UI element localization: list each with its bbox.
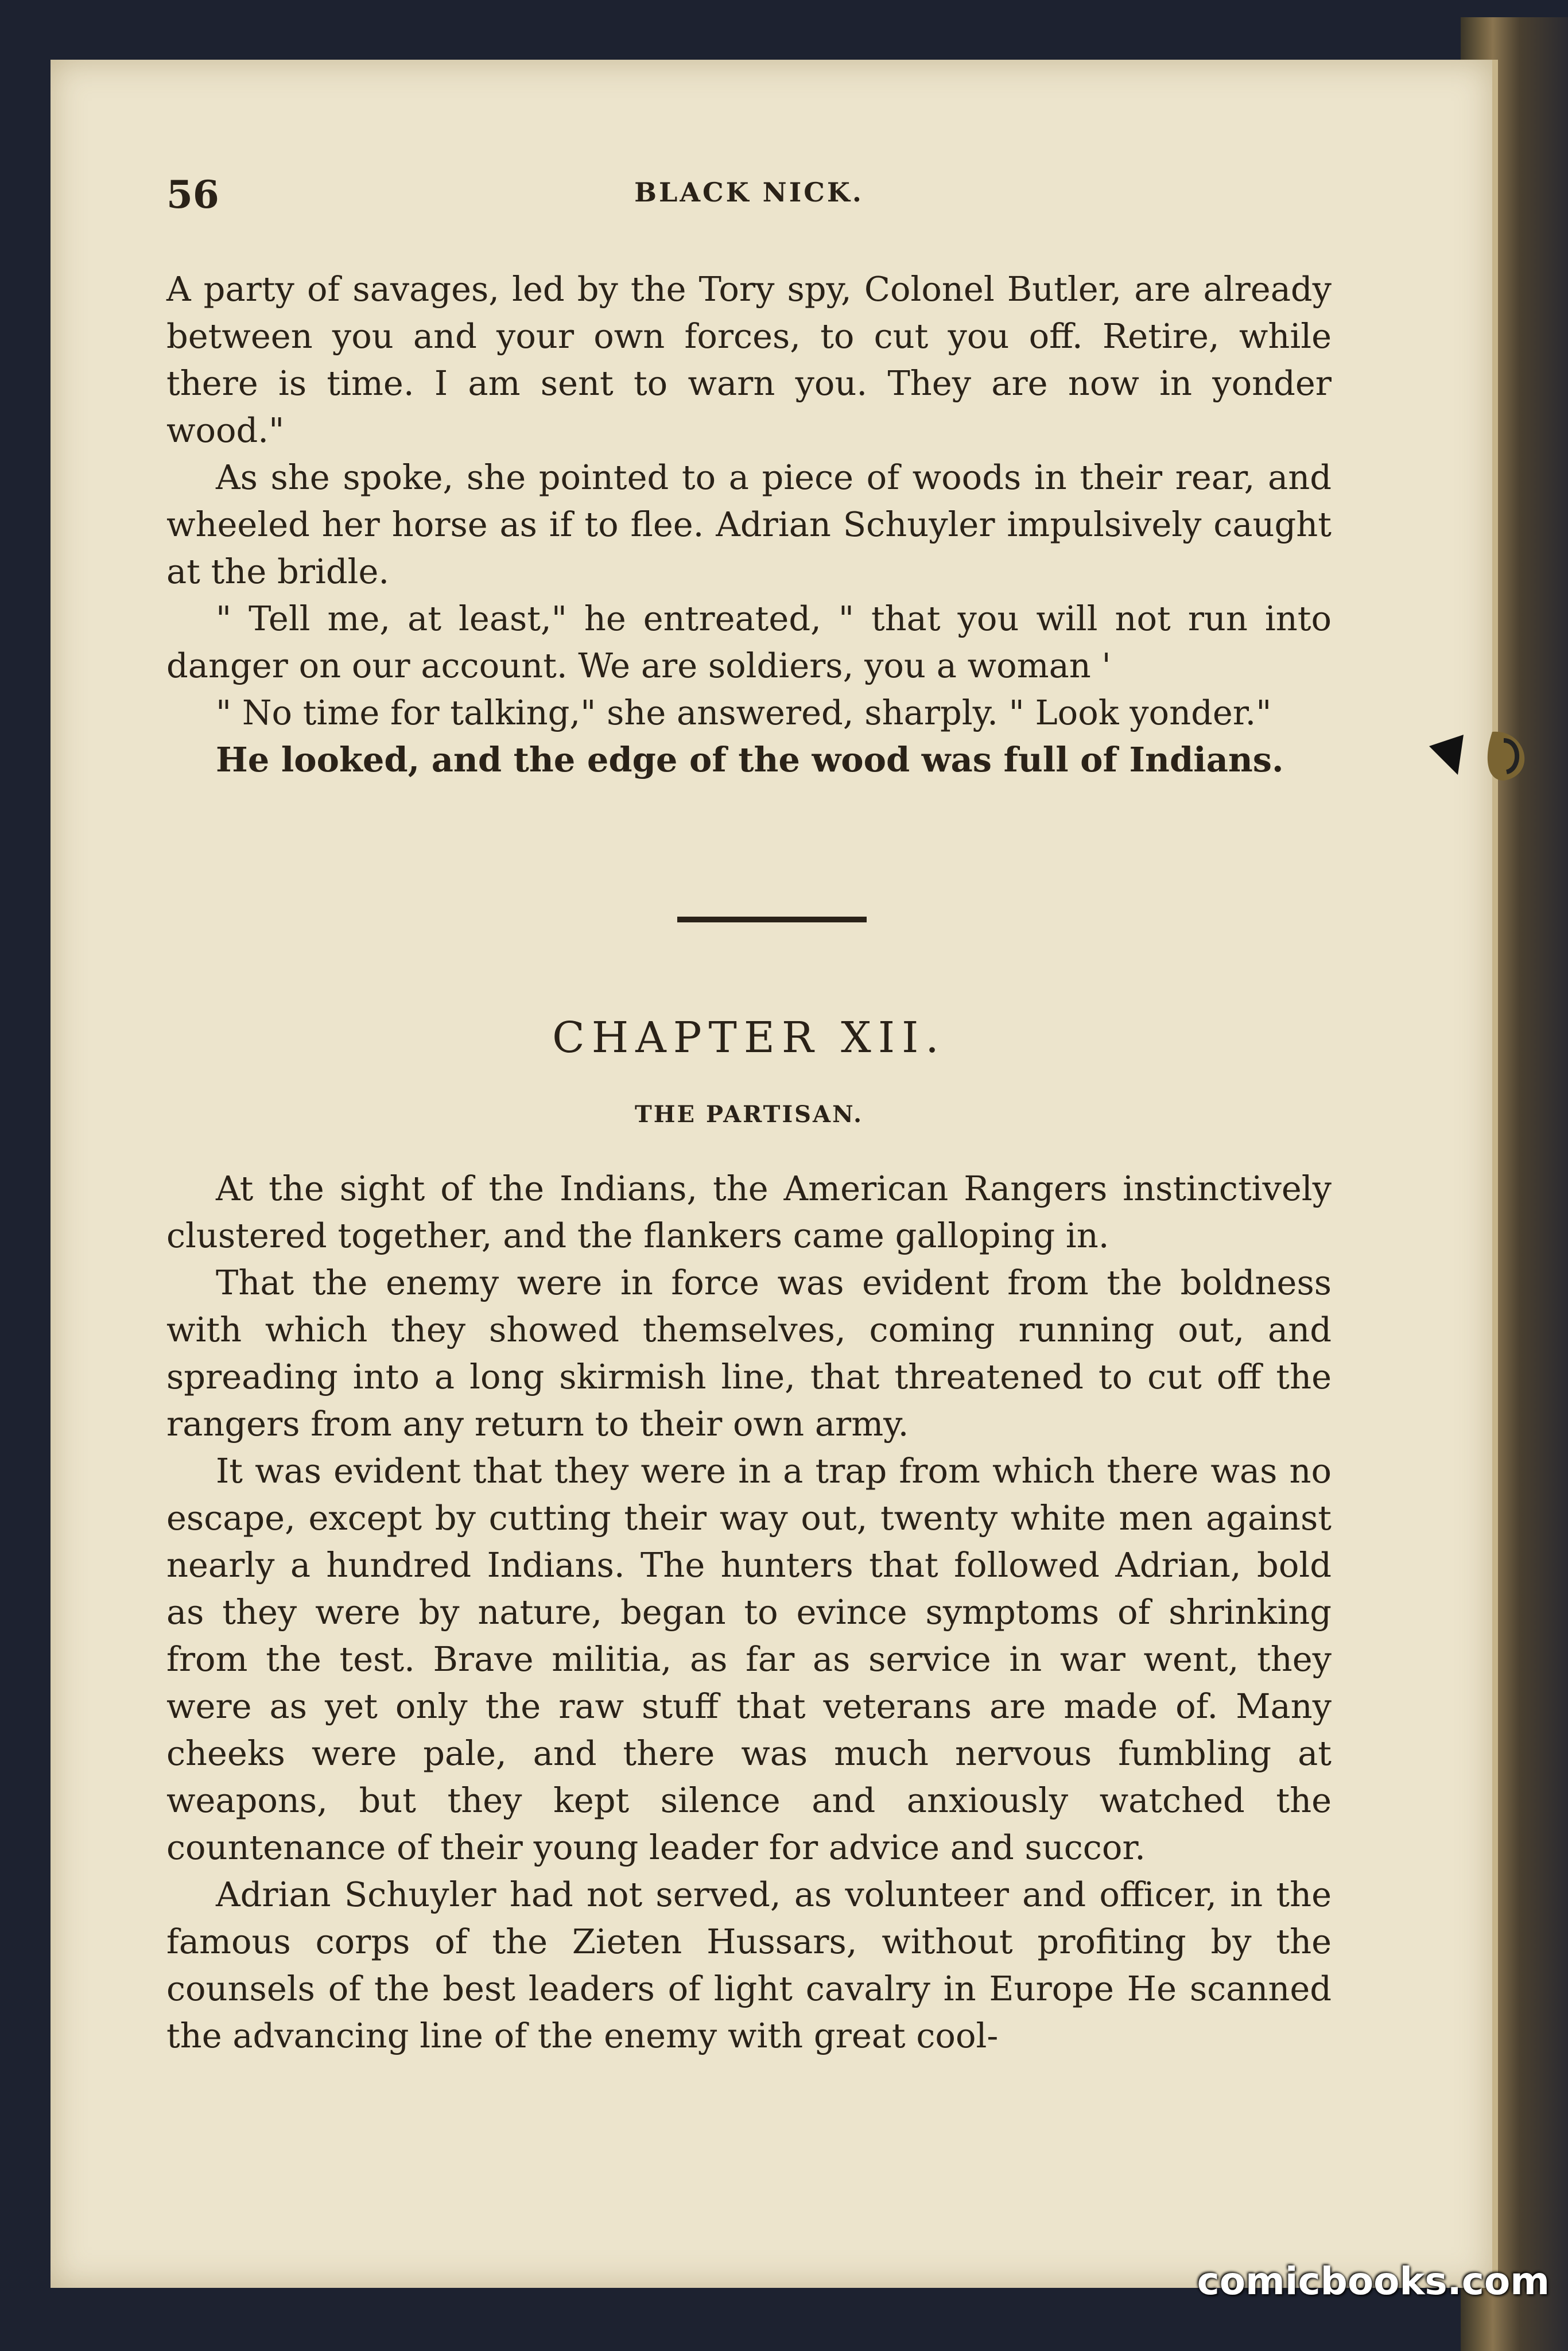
page-header <box>166 172 1332 224</box>
paragraph: Adrian Schuyler had not served, as volunteer and officer, in the famous corps of the Zieten Hussars, without profiting by the counsels of the best leaders of light cavalry in Europe He scanned the advancing line of the enemy with great cool- <box>166 1875 1332 2055</box>
paragraph: At the sight of the Indians, the American Rangers instinctively clustered together, and the flankers came galloping in. <box>166 1169 1332 1255</box>
text-block-before <box>166 266 1332 783</box>
paragraph: " Tell me, at least," he entreated, " that you will not run into danger on our account. We are soldiers, you a woman ' <box>166 599 1332 685</box>
paragraph: He looked, and the edge of the wood was full of Indians. <box>216 740 1284 779</box>
paragraph: As she spoke, she pointed to a piece of woods in their rear, and wheeled her horse as if to flee. Adrian Schuyler impulsively caught at the bridle. <box>166 457 1332 591</box>
chapter-subtitle: THE PARTISAN. <box>634 1101 864 1128</box>
paragraph: " No time for talking," she answered, sharply. " Look yonder." <box>216 693 1272 732</box>
text-block-after <box>166 1165 1332 2059</box>
watermark-text: comicbooks.com <box>1197 2259 1550 2303</box>
paragraph: That the enemy were in force was evident from the boldness with which they showed themselves, coming running out, and spreading into a long skirmish line, that threatened to cut off the rangers from any return to their own army. <box>166 1263 1332 1444</box>
section-divider <box>677 917 867 922</box>
page-number: 56 <box>166 172 219 217</box>
chapter-title: CHAPTER XII. <box>552 1013 946 1062</box>
paragraph: A party of savages, led by the Tory spy, Colonel Butler, are already between you and your own forces, to cut you off. Retire, while there is time. I am sent to warn you. They are now in yonder wood." <box>166 269 1332 450</box>
paragraph: It was evident that they were in a trap from which there was no escape, except by cutting their way out, twenty white men against nearly a hundred Indians. The hunters that followed Adrian, bold as they were by nature, began to evince symptoms of shrinking from the test. Brave militia, as far as service in war went, they were as yet only the raw stuff that veterans are made of. Many cheeks were pale, and there was much nervous fumbling at weapons, but they kept silence and anxiously watched the countenance of their young leader for advice and succor. <box>166 1451 1332 1867</box>
book-page <box>51 60 1498 2288</box>
binding-clip-icon <box>1423 723 1550 786</box>
running-head: BLACK NICK. <box>634 177 864 208</box>
